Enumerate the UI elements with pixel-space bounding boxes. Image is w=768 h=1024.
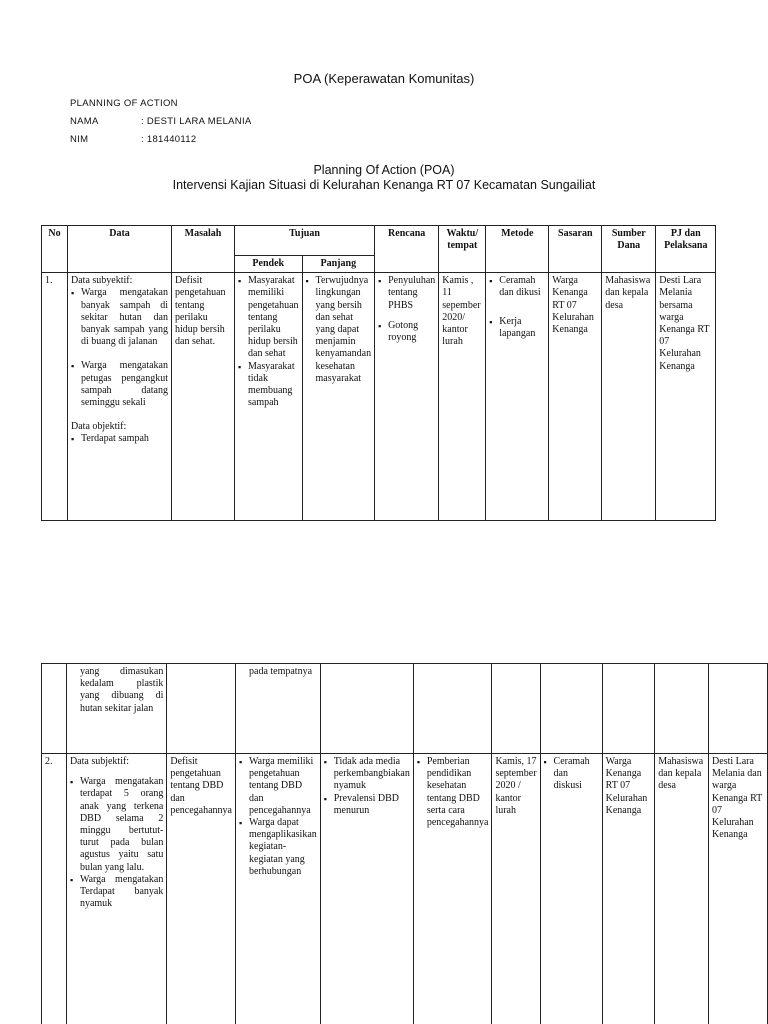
col-data: Data	[68, 226, 172, 273]
table-row	[42, 754, 768, 1024]
col-sumber: Sumber Dana	[602, 226, 656, 273]
row2-data	[66, 754, 166, 1024]
poa-table-page2	[41, 663, 768, 1024]
row2-pendek-item: ▪ Warga dapat mengaplikasikan kegiatan-kegiatan yang berhubungan	[239, 817, 317, 878]
nama-value: : DESTI LARA MELANIA	[141, 116, 252, 127]
row1-subj-item: ▪ Warga mengatakan banyak sampah di sekitar hutan dan banyak sampah yang di buang di jalanan	[71, 287, 168, 348]
row1-metode-item: ▪ Ceramah dan dikusi	[489, 275, 545, 299]
row1-pj: Desti Lara Melania bersama warga Kenanga RT 07 Kelurahan Kenanga	[656, 273, 716, 521]
cont-rencana	[413, 664, 492, 754]
row2-panjang-item: ▪ Prevalensi DBD menurun	[324, 793, 410, 817]
row2-sasaran: Warga Kenanga RT 07 Kelurahan Kenanga	[602, 754, 655, 1024]
row1-subj-item: ▪ Warga mengatakan petugas pengangkut sampah datang seminggu sekali	[71, 360, 168, 409]
col-pendek: Pendek	[235, 256, 303, 273]
cont-data	[66, 664, 166, 754]
cont-pj	[709, 664, 768, 754]
row2-masalah: Defisit pengetahuan tentang DBD dan pencegahannya	[167, 754, 236, 1024]
row2-rencana-item: ▪ Pemberian pendidikan kesehatan tentang DBD serta cara pencegahannya	[417, 756, 489, 829]
col-masalah: Masalah	[172, 226, 235, 273]
cont-metode	[540, 664, 602, 754]
cont-pendek	[236, 664, 321, 754]
table-row	[42, 664, 768, 754]
row1-obj-label: Data objektif:	[71, 421, 127, 433]
col-tujuan: Tujuan	[235, 226, 375, 256]
row1-pendek	[235, 273, 303, 521]
poa-table-page1	[41, 225, 716, 521]
col-no: No	[42, 226, 68, 273]
row1-no: 1.	[42, 273, 68, 521]
cont-panjang	[320, 664, 413, 754]
row1-pendek-item: ▪ Masyarakat memiliki pengetahuan tentang perilaku hidup bersih dan sehat	[238, 275, 299, 360]
row2-waktu: Kamis, 17 september 2020 / kantor lurah	[492, 754, 540, 1024]
row1-data	[68, 273, 172, 521]
row2-no: 2.	[42, 754, 67, 1024]
row2-pendek-item: ▪ Warga memiliki pengetahuan tentang DBD dan pencegahannya	[239, 756, 317, 817]
row1-waktu: Kamis , 11 sepember 2020/ kantor lurah	[439, 273, 486, 521]
row2-subj-label: Data subjektif:	[69, 756, 130, 767]
row2-metode	[540, 754, 602, 1024]
col-sasaran: Sasaran	[549, 226, 602, 273]
row1-panjang-item: ▪ Terwujudnya lingkungan yang bersih dan sehat yang dapat menjamin kenyamandan kesehatan masyarakat	[306, 275, 372, 385]
row2-pj: Desti Lara Melania dan warga Kenanga RT 07 Kelurahan Kenanga	[709, 754, 768, 1024]
row2-subj-item: ▪ Warga mengatakan Terdapat banyak nyamuk	[70, 874, 163, 911]
cont-masalah	[167, 664, 236, 754]
row1-panjang	[302, 273, 375, 521]
col-rencana: Rencana	[375, 226, 439, 273]
row1-rencana	[375, 273, 439, 521]
row1-rencana-item: ▪ Penyuluhan tentang PHBS	[378, 275, 435, 312]
row2-panjang	[320, 754, 413, 1024]
col-pj: PJ dan Pelaksana	[656, 226, 716, 273]
cont-sumber	[655, 664, 709, 754]
row1-masalah: Defisit pengetahuan tentang perilaku hidup bersih dan sehat.	[172, 273, 235, 521]
row1-subj-label: Data subyektif:	[71, 275, 133, 287]
row2-panjang-item: ▪ Tidak ada media perkembangbiakan nyamuk	[324, 756, 410, 793]
row2-subj-item: ▪ Warga mengatakan terdapat 5 orang anak yang terkena DBD selama 2 minggu bertutut-turut pada bulan agustus yaitu satu bulan yang lalu.	[70, 776, 163, 874]
cont-data-text: yang dimasukan kedalam plastik yang dibuang di hutan sekitar jalan	[79, 666, 164, 714]
row2-rencana	[413, 754, 492, 1024]
row2-metode-item: ▪ Ceramah dan diskusi	[544, 756, 599, 793]
document-title: POA (Keperawatan Komunitas)	[293, 71, 475, 86]
col-metode: Metode	[486, 226, 549, 273]
header-row	[42, 226, 716, 256]
nama-label: NAMA	[70, 116, 99, 127]
subtitle-1: Planning Of Action (POA)	[313, 163, 455, 177]
row1-sumber: Mahasiswa dan kepala desa	[602, 273, 656, 521]
nim-label: NIM	[70, 134, 89, 145]
row2-pendek	[236, 754, 321, 1024]
row1-metode	[486, 273, 549, 521]
planning-label: PLANNING OF ACTION	[70, 98, 178, 109]
cont-waktu	[492, 664, 540, 754]
row1-pendek-item: ▪ Masyarakat tidak membuang sampah	[238, 361, 299, 410]
row2-sumber: Mahasiswa dan kepala desa	[655, 754, 709, 1024]
subtitle-2: Intervensi Kajian Situasi di Kelurahan Kenanga RT 07 Kecamatan Sungailiat	[172, 178, 596, 192]
row1-rencana-item: ▪ Gotong royong	[378, 320, 435, 344]
nim-line	[70, 134, 196, 145]
table-row	[42, 273, 716, 521]
col-waktu: Waktu/ tempat	[439, 226, 486, 273]
row1-metode-item: ▪ Kerja lapangan	[489, 316, 545, 340]
cont-no	[42, 664, 67, 754]
nama-line	[70, 116, 252, 127]
cont-pendek-text: pada tempatnya	[249, 666, 313, 677]
row1-obj-item: ▪ Terdapat sampah	[71, 433, 168, 445]
row1-sasaran: Warga Kenanga RT 07 Kelurahan Kenanga	[549, 273, 602, 521]
nim-value: : 181440112	[141, 134, 197, 145]
cont-sasaran	[602, 664, 655, 754]
col-panjang: Panjang	[302, 256, 375, 273]
